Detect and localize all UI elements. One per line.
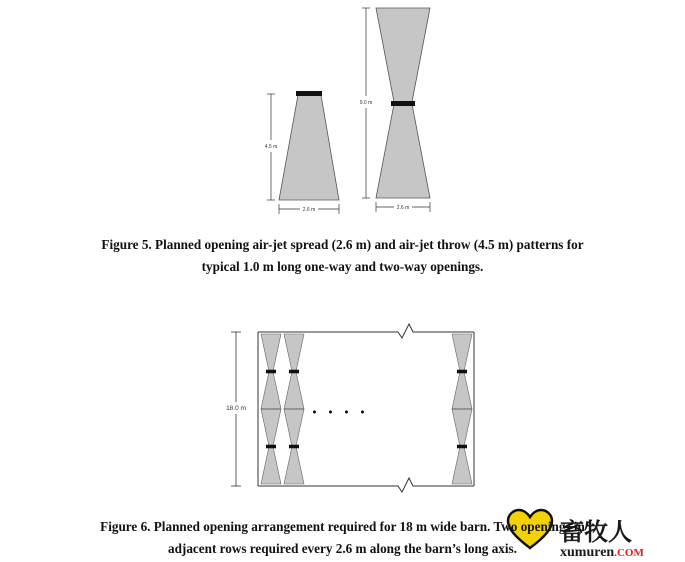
figure-6-caption-line-2: adjacent rows required every 2.6 m along the barn’s long axis.	[168, 541, 517, 556]
air-jet-lobe	[452, 447, 472, 485]
figure-6-diagram	[224, 324, 474, 492]
two-way-air-jet-shape-bottom	[376, 104, 430, 198]
air-jet-lobe	[261, 334, 281, 372]
one-way-length-label: 4.5 m	[264, 144, 278, 150]
air-jet-lobe	[284, 447, 304, 485]
air-jet-lobe	[284, 409, 304, 447]
opening-bar	[266, 370, 276, 374]
air-jet-lobe	[284, 334, 304, 372]
opening-bar	[266, 445, 276, 449]
air-jet-lobe	[452, 409, 472, 447]
one-way-air-jet-shape	[279, 95, 339, 200]
two-way-air-jet-shape-top	[376, 8, 430, 102]
two-way-width-label: 2.6 m	[396, 205, 410, 211]
air-jet-lobe	[284, 372, 304, 410]
watermark-url-name: xumuren	[560, 545, 615, 560]
figure-6-caption-line-1: Figure 6. Planned opening arrangement required for 18 m wide barn. Two openings in	[100, 519, 585, 534]
air-jet-lobe	[261, 409, 281, 447]
air-jet-lobe	[261, 447, 281, 485]
opening-bar	[289, 370, 299, 374]
opening-bar	[457, 445, 467, 449]
barn-width-label: 18.0 m	[226, 405, 246, 412]
air-jet-lobe	[452, 334, 472, 372]
two-way-pattern	[360, 8, 430, 212]
figure-6-caption	[0, 516, 685, 560]
opening-bar	[289, 445, 299, 449]
figure-5-diagram	[265, 8, 430, 214]
continuation-dots: • • • •	[311, 406, 369, 419]
one-way-pattern	[265, 91, 339, 214]
figure-5-caption	[0, 234, 685, 278]
two-way-opening-bar	[391, 101, 415, 106]
one-way-opening-bar	[296, 91, 322, 96]
one-way-width-label: 2.6 m	[302, 207, 316, 213]
air-jet-lobe	[452, 372, 472, 410]
opening-bar	[457, 370, 467, 374]
figure-5-caption-line-1: Figure 5. Planned opening air-jet spread (2.6 m) and air-jet throw (4.5 m) patterns for	[101, 237, 584, 252]
two-way-length-label: 9.0 m	[359, 100, 373, 106]
watermark-url-tld: .COM	[614, 547, 644, 559]
watermark-cn-text: 畜牧人	[560, 518, 632, 546]
figure-5-caption-line-2: typical 1.0 m long one-way and two-way openings.	[201, 259, 484, 274]
air-jet-lobe	[261, 372, 281, 410]
